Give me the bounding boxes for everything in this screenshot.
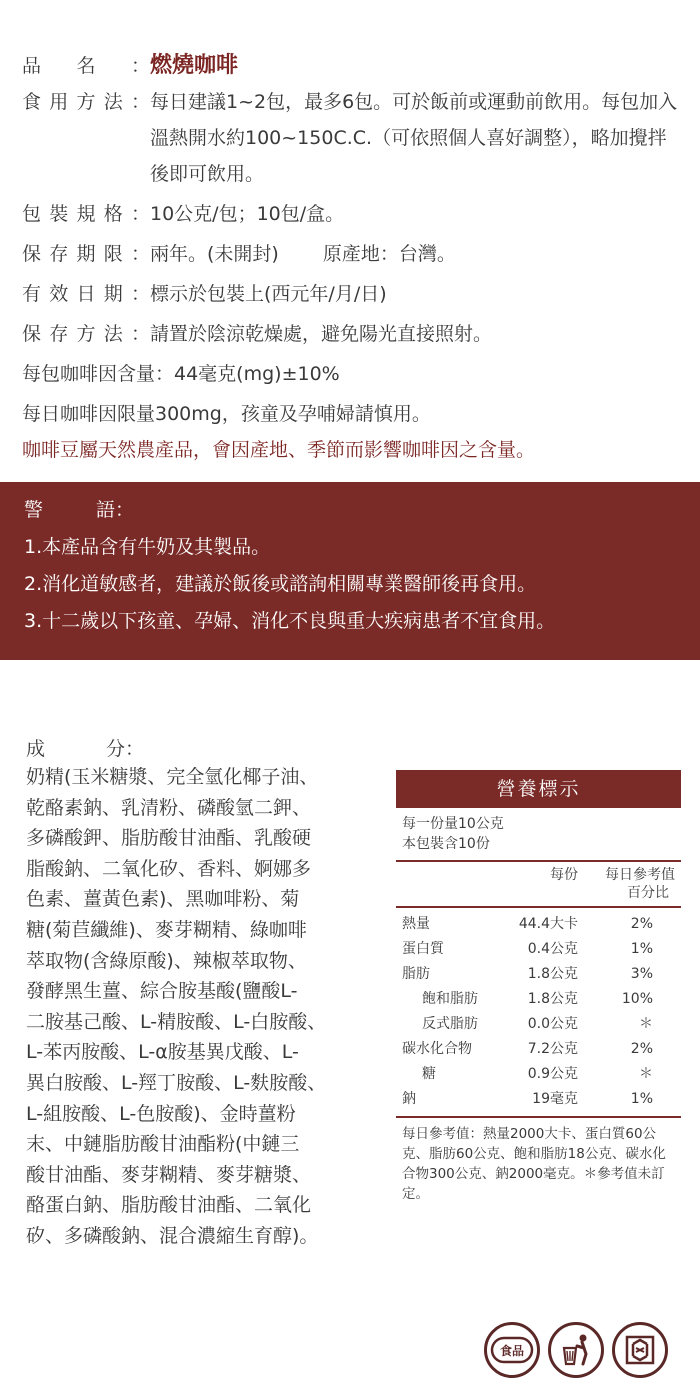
col-daily-value-b: 百分比 xyxy=(627,885,669,901)
ingredient-line: 酸甘油酯、麥芽糊精、麥芽糖漿、 xyxy=(26,1163,312,1186)
product-name-label: 品 名 ： xyxy=(22,55,150,77)
nutrition-row xyxy=(402,1037,675,1062)
food-seal-text: 食品 xyxy=(499,1344,525,1358)
expiry-row xyxy=(22,276,682,312)
ingredient-line: 矽、多磷酸鈉、混合濃縮生育醇)。 xyxy=(26,1224,319,1247)
nutrition-footnote: 每日參考值：熱量2000大卡、蛋白質60公克、脂肪60公克、飽和脂肪18公克、碳水化合物300公克、鈉2000毫克。＊參考值未訂定。 xyxy=(402,1126,666,1202)
col-per-serving: 每份 xyxy=(550,867,578,883)
ingredient-line: 二胺基己酸、L-精胺酸、L-白胺酸、 xyxy=(26,1010,327,1033)
nutrient-name: 飽和脂肪 xyxy=(422,991,478,1007)
warning-panel xyxy=(0,482,700,660)
serving-size: 每一份量10公克 xyxy=(402,816,504,832)
spec-value: 10公克/包；10包/盒。 xyxy=(150,203,345,225)
warning-item: 3.十二歲以下孩童、孕婦、消化不良與重大疾病患者不宜食用。 xyxy=(24,610,556,632)
ingredients-title xyxy=(26,734,144,761)
ingredient-line: 異白胺酸、L-羥丁胺酸、L-麩胺酸、 xyxy=(26,1071,327,1094)
warning-title-b: 語： xyxy=(95,499,134,521)
nutrition-row xyxy=(402,1012,675,1037)
usage-value: 每日建議1~2包，最多6包。可於飯前或運動前飲用。每包加入溫熱開水約100~150C.C.（可依照個人喜好調整），略加攪拌後即可飲用。 xyxy=(150,91,678,185)
storage-row xyxy=(22,316,682,352)
origin-label: 原產地： xyxy=(322,243,399,265)
nutrient-name: 碳水化合物 xyxy=(402,1041,472,1057)
nutrient-amount: 44.4大卡 xyxy=(518,916,578,932)
shelf-row xyxy=(22,236,682,272)
nutrient-amount: 0.4公克 xyxy=(527,941,578,957)
food-seal-icon xyxy=(484,1322,540,1378)
nutrition-row xyxy=(402,1087,675,1112)
usage-label: 食 用 方 法 ： xyxy=(22,91,150,113)
nutrition-row xyxy=(402,1062,675,1087)
nutrient-name: 反式脂肪 xyxy=(422,1016,478,1032)
nutrition-rows xyxy=(396,908,681,1118)
nutrient-dv: 2% xyxy=(630,1041,653,1057)
nutrient-dv: ＊ xyxy=(639,1066,653,1082)
shelf-label: 保 存 期 限 ： xyxy=(22,243,150,265)
ingredients-title-a: 成 xyxy=(26,738,46,760)
nutrition-row xyxy=(402,962,675,987)
ingredients-body xyxy=(26,762,392,1252)
nutrition-row xyxy=(402,912,675,937)
ingredient-line: 萃取物(含綠原酸)、辣椒萃取物、 xyxy=(26,949,307,972)
nutrient-amount: 0.9公克 xyxy=(527,1066,578,1082)
ingredient-line: 糖(菊苣纖維)、麥芽糊精、綠咖啡 xyxy=(26,918,307,941)
product-name-row xyxy=(22,48,682,84)
ingredient-line: L-組胺酸、L-色胺酸)、金時薑粉 xyxy=(26,1102,296,1125)
nutrition-row xyxy=(402,937,675,962)
nutrient-name: 蛋白質 xyxy=(402,941,444,957)
origin-value: 台灣。 xyxy=(398,243,456,265)
warning-title xyxy=(24,492,134,529)
usage-row xyxy=(22,84,682,192)
label-icons xyxy=(484,1322,668,1378)
product-info xyxy=(22,48,682,468)
nutrition-table xyxy=(396,770,681,1210)
nutrient-name: 鈉 xyxy=(402,1091,416,1107)
caffeine-line: 每包咖啡因含量：44毫克(mg)±10% xyxy=(22,363,340,385)
servings-per-package: 本包裝含10份 xyxy=(402,836,490,852)
expiry-value: 標示於包裝上(西元年/月/日) xyxy=(150,283,387,305)
nutrient-amount: 0.0公克 xyxy=(527,1016,578,1032)
nutrient-amount: 1.8公克 xyxy=(527,991,578,1007)
ingredient-line: 末、中鏈脂肪酸甘油酯粉(中鏈三 xyxy=(26,1133,300,1156)
nutrient-dv: 3% xyxy=(630,966,653,982)
nutrient-name: 脂肪 xyxy=(402,966,430,982)
caffeine-limit-line: 每日咖啡因限量300mg，孩童及孕哺婦請慎用。 xyxy=(22,403,431,425)
ingredient-line: 色素、薑黃色素)、黑咖啡粉、菊 xyxy=(26,888,300,911)
ingredient-line: 酪蛋白鈉、脂肪酸甘油酯、二氧化 xyxy=(26,1194,312,1217)
spec-row xyxy=(22,196,682,232)
recycle-icon xyxy=(612,1322,668,1378)
ingredients-title-b: 分： xyxy=(105,738,144,760)
nutrient-dv: 1% xyxy=(630,1091,653,1107)
nutrient-dv: ＊ xyxy=(639,1016,653,1032)
expiry-label: 有 效 日 期 ： xyxy=(22,283,150,305)
spec-label: 包 裝 規 格 ： xyxy=(22,203,150,225)
nutrient-dv: 2% xyxy=(630,916,653,932)
storage-value: 請置於陰涼乾燥處，避免陽光直接照射。 xyxy=(150,323,493,345)
nutrition-title: 營養標示 xyxy=(396,770,681,808)
storage-label: 保 存 方 法 ： xyxy=(22,323,150,345)
col-daily-value xyxy=(578,866,675,902)
nutrition-column-headers xyxy=(396,862,681,908)
ingredient-line: 奶精(玉米糖漿、完全氫化椰子油、 xyxy=(26,766,319,788)
ingredient-line: 多磷酸鉀、脂肪酸甘油酯、乳酸硬 xyxy=(26,827,312,850)
nutrient-amount: 7.2公克 xyxy=(527,1041,578,1057)
col-daily-value-a: 每日參考值 xyxy=(605,867,675,883)
ingredient-line: 脂酸鈉、二氧化矽、香料、婀娜多 xyxy=(26,857,312,880)
caffeine-note-line: 咖啡豆屬天然農產品，會因產地、季節而影響咖啡因之含量。 xyxy=(22,439,536,461)
product-name: 燃燒咖啡 xyxy=(150,53,239,78)
nutrient-amount: 1.8公克 xyxy=(527,966,578,982)
nutrient-dv: 10% xyxy=(621,991,653,1007)
ingredient-line: 乾酪素鈉、乳清粉、磷酸氫二鉀、 xyxy=(26,796,312,819)
nutrient-amount: 19毫克 xyxy=(532,1091,578,1107)
ingredient-line: L-苯丙胺酸、L-α胺基異戊酸、L- xyxy=(26,1041,299,1064)
nutrition-row xyxy=(402,987,675,1012)
nutrient-name: 熱量 xyxy=(402,916,430,932)
nutrient-name: 糖 xyxy=(422,1066,436,1082)
trash-disposal-icon xyxy=(548,1322,604,1378)
nutrition-serving xyxy=(396,808,681,862)
warning-title-a: 警 xyxy=(24,499,44,521)
warning-item: 2.消化道敏感者，建議於飯後或諮詢相關專業醫師後再食用。 xyxy=(24,573,537,595)
warning-item: 1.本產品含有牛奶及其製品。 xyxy=(24,536,271,558)
shelf-value: 兩年。(未開封) xyxy=(150,243,279,265)
ingredient-line: 發酵黑生薑、綜合胺基酸(鹽酸L- xyxy=(26,980,298,1003)
nutrient-dv: 1% xyxy=(630,941,653,957)
